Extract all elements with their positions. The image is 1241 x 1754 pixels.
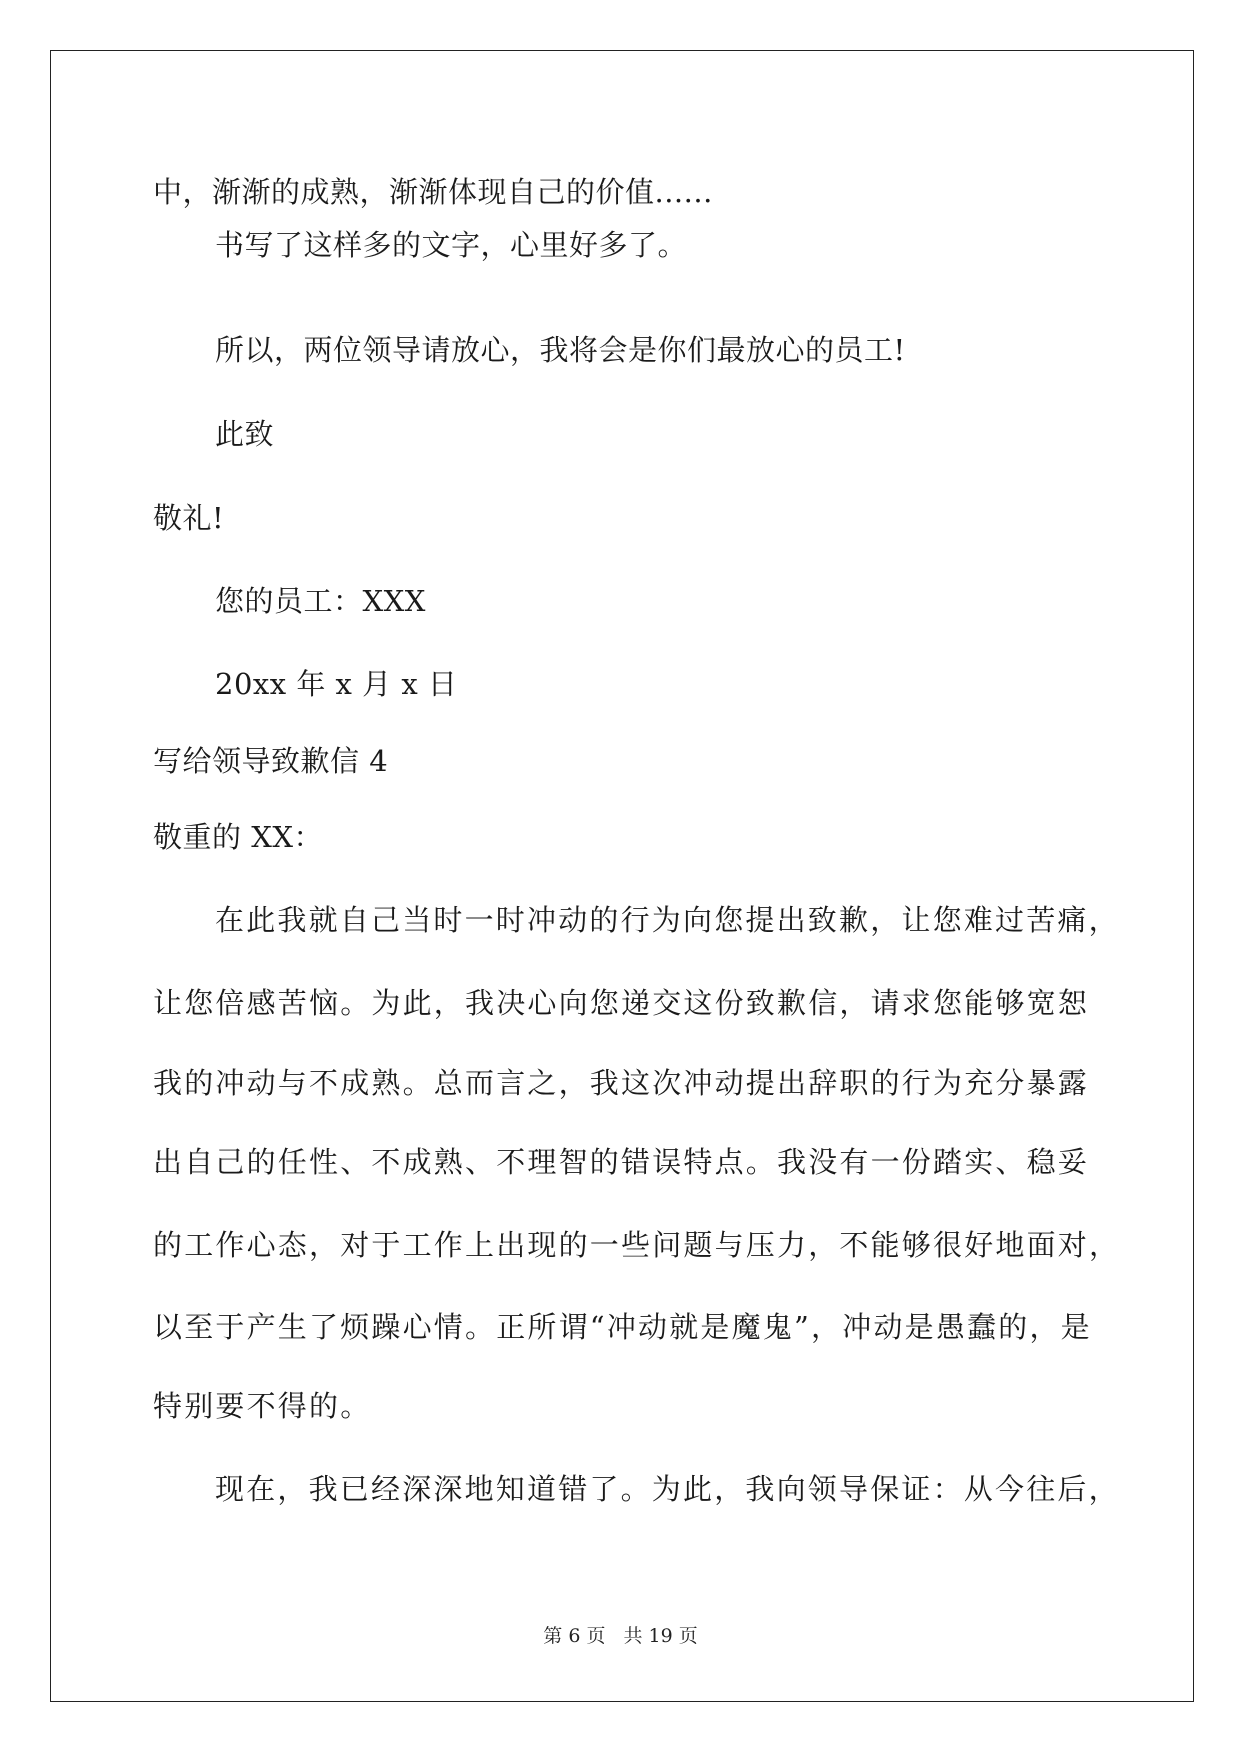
paragraph-line: 的工作心态，对于工作上出现的一些问题与压力，不能够很好地面对，: [153, 1228, 1121, 1262]
page-border: [50, 50, 1194, 1702]
paragraph-line: 我的冲动与不成熟。总而言之，我这次冲动提出辞职的行为充分暴露: [153, 1066, 1090, 1100]
paragraph-line: 在此我就自己当时一时冲动的行为向您提出致歉，让您难过苦痛，: [215, 903, 1120, 937]
signature-line: 您的员工：XXX: [215, 584, 426, 618]
paragraph-line: 中，渐渐的成熟，渐渐体现自己的价值......: [153, 175, 713, 209]
closing-salutation: 此致: [215, 417, 275, 451]
paragraph-line: 所以，两位领导请放心，我将会是你们最放心的员工!: [215, 333, 906, 367]
paragraph-line: 特别要不得的。: [153, 1389, 372, 1423]
paragraph-line: 出自己的任性、不成熟、不理智的错误特点。我没有一份踏实、稳妥: [153, 1145, 1090, 1179]
paragraph-line: 书写了这样多的文字，心里好多了。: [215, 228, 688, 262]
page-total: 共 19 页: [623, 1625, 698, 1647]
paragraph-line: 以至于产生了烦躁心情。正所谓“冲动就是魔鬼”，冲动是愚蠢的，是: [153, 1310, 1092, 1344]
page-number: 第 6 页: [543, 1625, 606, 1647]
page-footer: [0, 1624, 1241, 1648]
section-heading: 写给领导致歉信 4: [153, 744, 389, 778]
closing-regards: 敬礼!: [153, 501, 225, 535]
greeting-line: 敬重的 XX：: [153, 820, 324, 854]
date-line: 20xx 年 x 月 x 日: [215, 667, 458, 701]
paragraph-line: 让您倍感苦恼。为此，我决心向您递交这份致歉信，请求您能够宽恕: [153, 986, 1090, 1020]
paragraph-line: 现在，我已经深深地知道错了。为此，我向领导保证：从今往后，: [215, 1472, 1120, 1506]
